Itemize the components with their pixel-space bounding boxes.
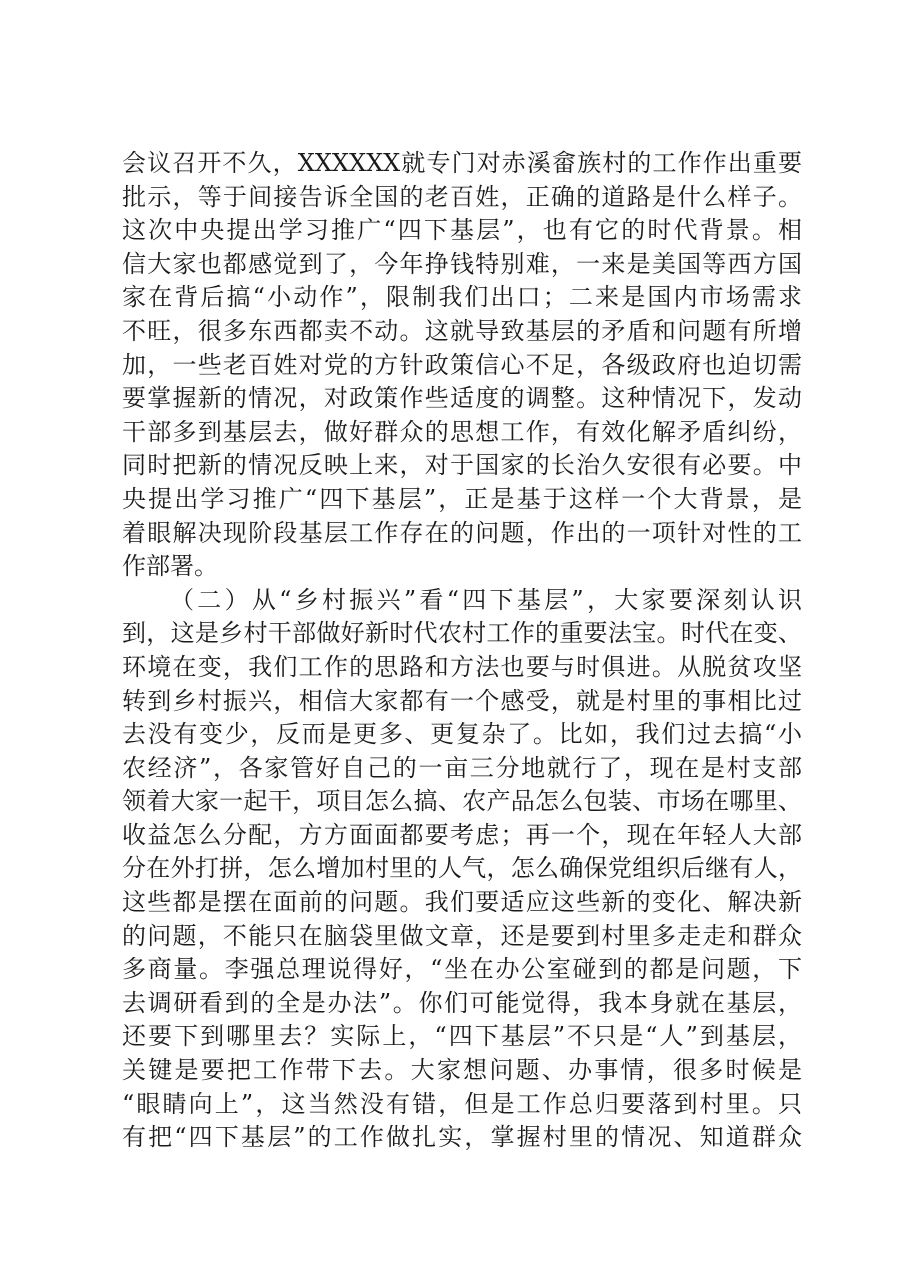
text-line: 不旺，很多东西都卖不动。这就导致基层的矛盾和问题有所增: [122, 316, 802, 345]
text-line: 同时把新的情况反映上来，对于国家的长治久安很有必要。中: [122, 451, 802, 480]
text-line: 要掌握新的情况，对政策作些适度的调整。这种情况下，发动: [122, 384, 802, 413]
text-line: 到，这是乡村干部做好新时代农村工作的重要法宝。时代在变、: [122, 619, 802, 648]
text-line: 批示，等于间接告诉全国的老百姓，正确的道路是什么样子。: [122, 182, 802, 211]
text-line: 作部署。: [122, 552, 218, 581]
text-line: 多商量。李强总理说得好，“坐在办公室碰到的都是问题，下: [122, 955, 802, 984]
text-line: 这次中央提出学习推广“四下基层”，也有它的时代背景。相: [122, 216, 802, 245]
text-line: 会议召开不久，XXXXXX就专门对赤溪畲族村的工作作出重要: [122, 149, 802, 177]
text-line: 去调研看到的全是办法”。你们可能觉得，我本身就在基层，: [122, 988, 802, 1017]
text-line: 这些都是摆在面前的问题。我们要适应这些新的变化、解决新: [122, 888, 802, 917]
text-line: 着眼解决现阶段基层工作存在的问题，作出的一项针对性的工: [122, 518, 802, 547]
text-line: 信大家也都感觉到了，今年挣钱特别难，一来是美国等西方国: [122, 249, 802, 278]
text-line: 关键是要把工作带下去。大家想问题、办事情，很多时候是: [122, 1056, 802, 1085]
text-line: 分在外打拼，怎么增加村里的人气，怎么确保党组织后继有人，: [122, 854, 802, 883]
text-line: 转到乡村振兴，相信大家都有一个感受，就是村里的事相比过: [122, 686, 802, 715]
body-text: [122, 147, 802, 1155]
text-line: 去没有变少，反而是更多、更复杂了。比如，我们过去搞“小: [122, 720, 802, 749]
text-line: 家在背后搞“小动作”，限制我们出口；二来是国内市场需求: [122, 283, 802, 312]
text-line: 的问题，不能只在脑袋里做文章，还是要到村里多走走和群众: [122, 921, 802, 950]
text-line: 加，一些老百姓对党的方针政策信心不足，各级政府也迫切需: [122, 350, 802, 379]
text-line: 央提出学习推广“四下基层”，正是基于这样一个大背景，是: [122, 484, 802, 513]
text-line: 农经济”，各家管好自己的一亩三分地就行了，现在是村支部: [122, 753, 802, 782]
text-line: 领着大家一起干，项目怎么搞、农产品怎么包装、市场在哪里、: [122, 787, 802, 816]
text-line: 还要下到哪里去？实际上，“四下基层”不只是“人”到基层，: [122, 1022, 802, 1051]
text-line: 干部多到基层去，做好群众的思想工作，有效化解矛盾纠纷，: [122, 417, 802, 446]
section-heading-line: （二）从“乡村振兴”看“四下基层”，大家要深刻认识: [170, 585, 802, 614]
text-line: 环境在变，我们工作的思路和方法也要与时俱进。从脱贫攻坚: [122, 652, 802, 681]
text-line: 收益怎么分配，方方面面都要考虑；再一个，现在年轻人大部: [122, 820, 802, 849]
text-line: 有把“四下基层”的工作做扎实，掌握村里的情况、知道群众: [122, 1123, 802, 1152]
text-line: “眼睛向上”，这当然没有错，但是工作总归要落到村里。只: [122, 1089, 802, 1118]
